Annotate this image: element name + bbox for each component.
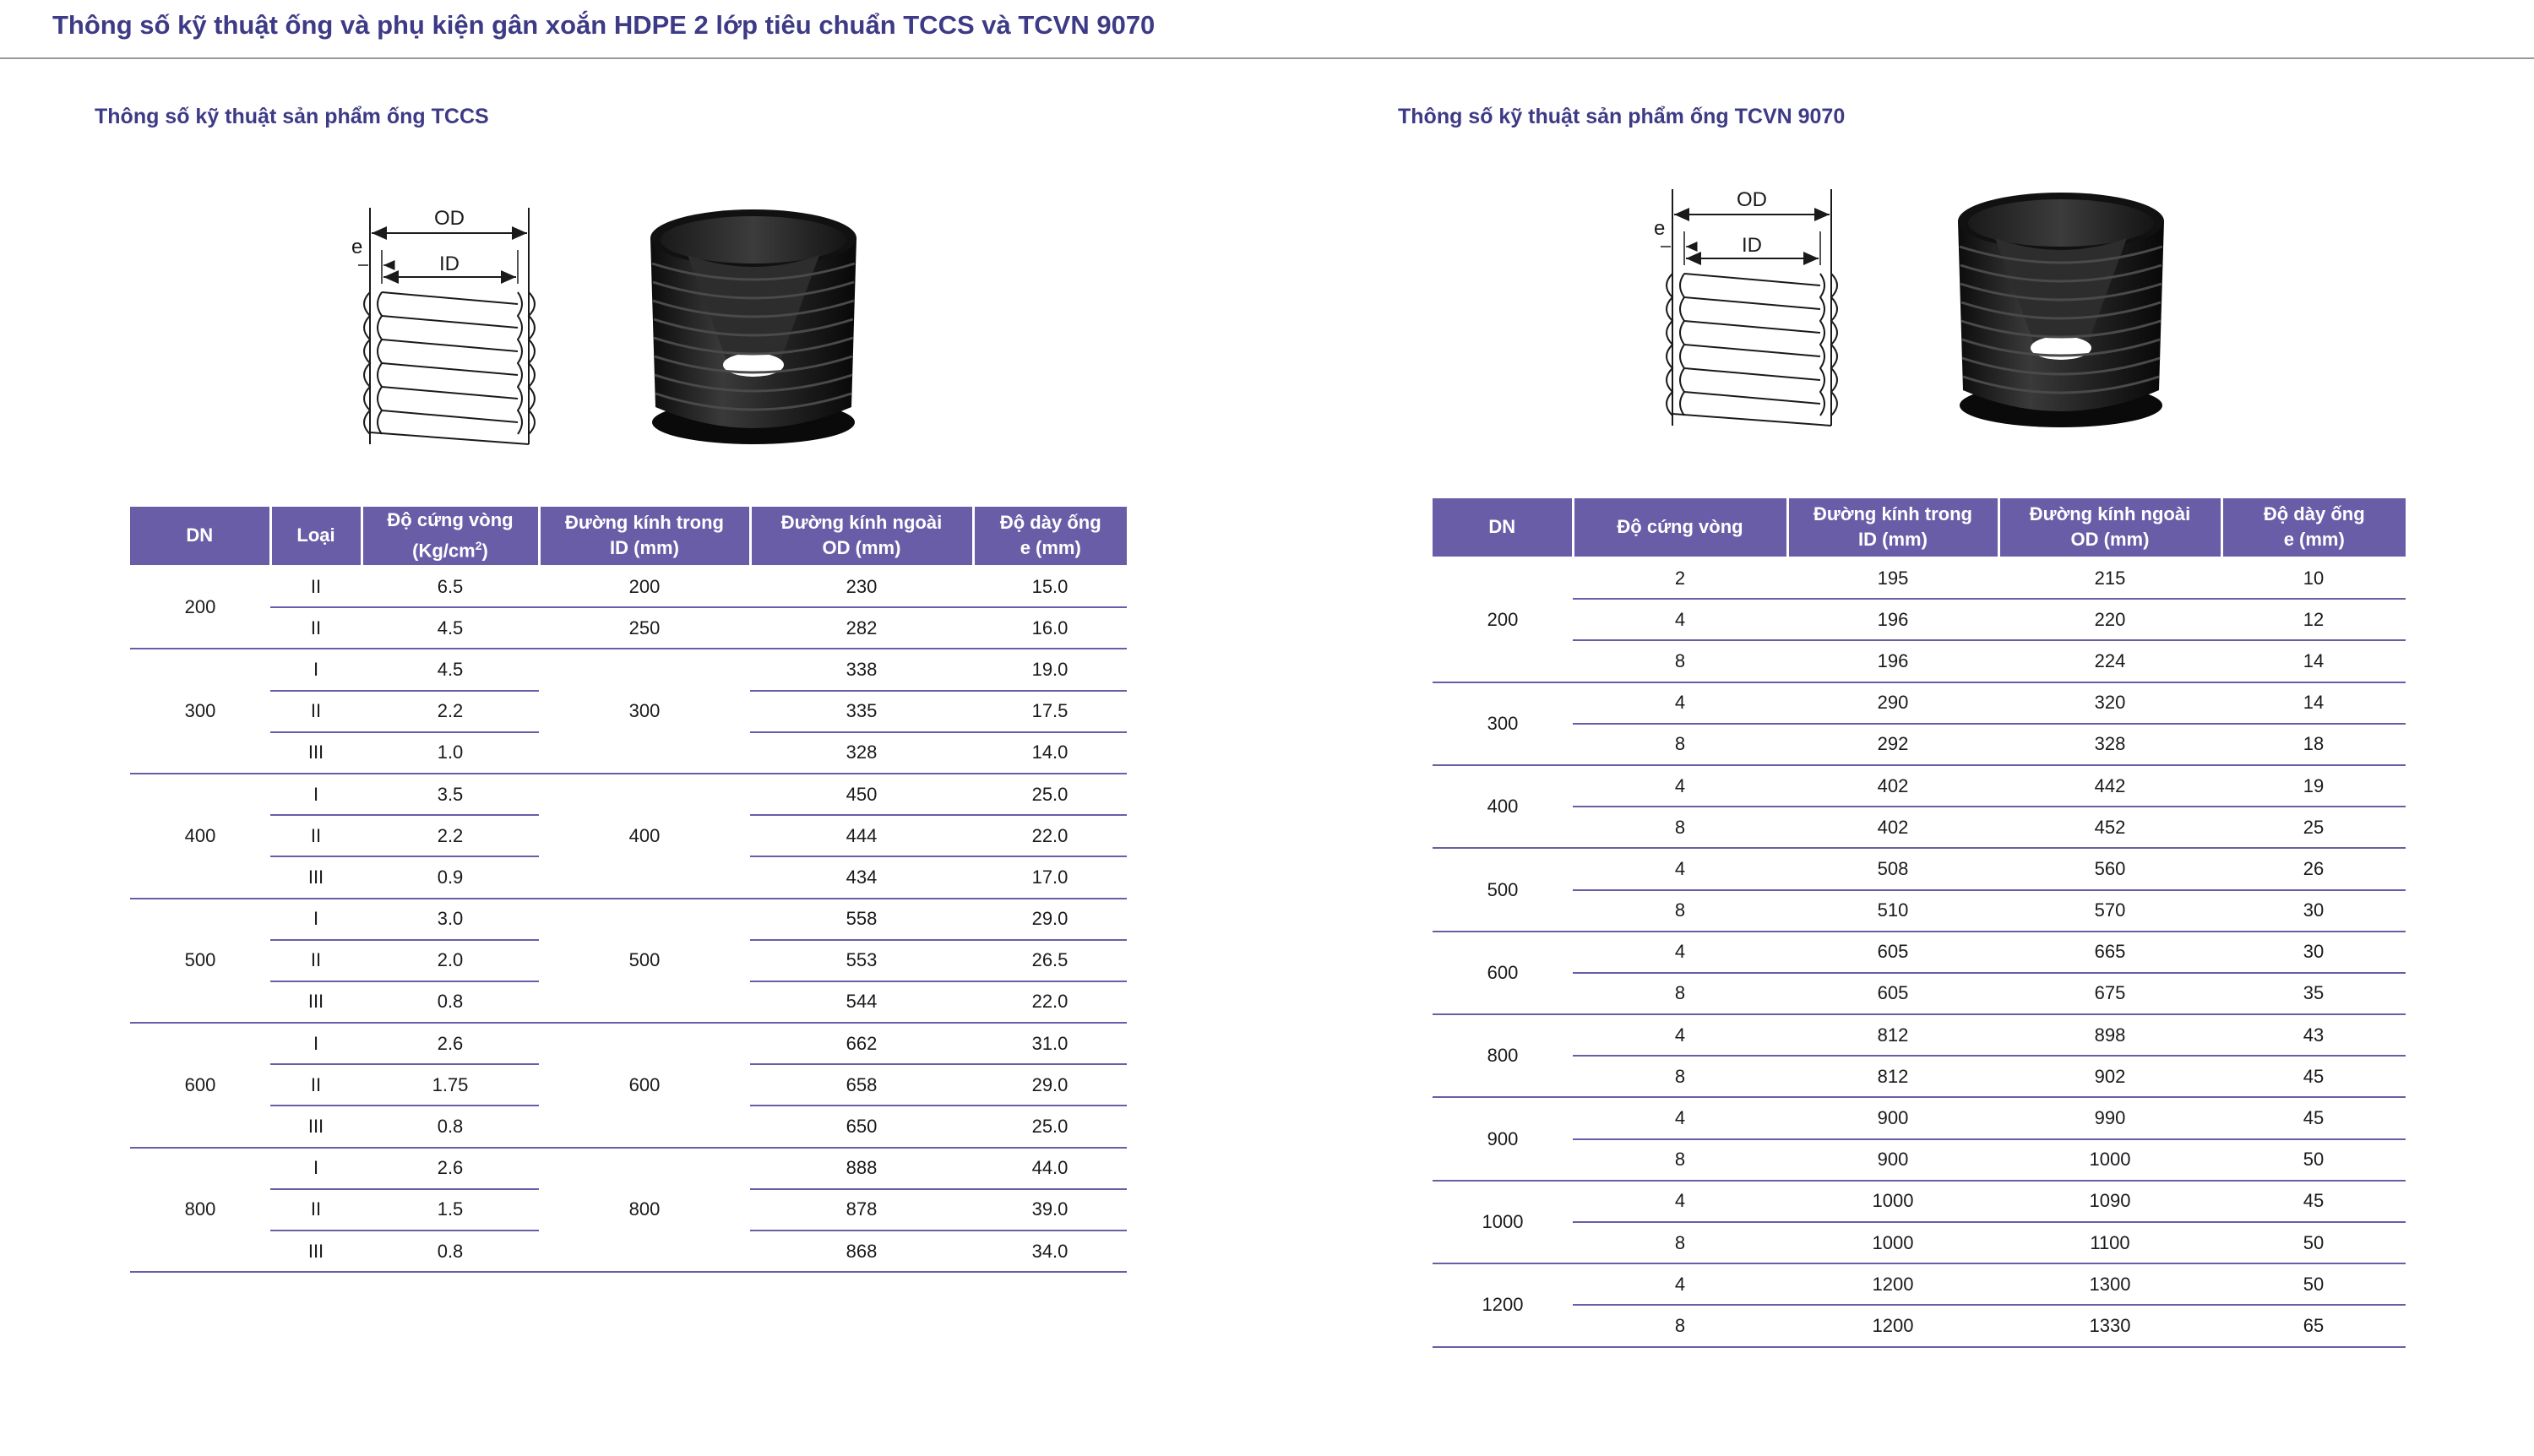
- od-cell: 898: [1998, 1014, 2221, 1056]
- thickness-cell: 19: [2221, 765, 2406, 807]
- table-row: [1433, 807, 2406, 848]
- id-cell: 200: [539, 566, 750, 607]
- stiffness-cell: 8: [1573, 807, 1787, 848]
- thickness-cell: 43: [2221, 1014, 2406, 1056]
- id-cell: 900: [1787, 1097, 1998, 1138]
- od-cell: 444: [750, 815, 973, 856]
- thickness-cell: 25.0: [973, 774, 1127, 815]
- dn-cell: 800: [1433, 1014, 1573, 1097]
- od-cell: 215: [1998, 557, 2221, 599]
- od-cell: 902: [1998, 1056, 2221, 1097]
- stiffness-cell: 2.6: [362, 1023, 539, 1064]
- stiffness-cell: 8: [1573, 1305, 1787, 1346]
- od-cell: 990: [1998, 1097, 2221, 1138]
- loai-cell: II: [270, 1189, 362, 1231]
- id-cell: 402: [1787, 765, 1998, 807]
- id-cell: 500: [539, 899, 750, 1024]
- stiffness-cell: 0.8: [362, 981, 539, 1023]
- loai-cell: I: [270, 774, 362, 815]
- stiffness-cell: 1.75: [362, 1064, 539, 1106]
- header-thickness-line2: e (mm): [2283, 529, 2345, 551]
- od-cell: 544: [750, 981, 973, 1023]
- id-cell: 292: [1787, 724, 1998, 765]
- table-row: [130, 566, 1127, 607]
- thickness-cell: 50: [2221, 1139, 2406, 1181]
- dn-cell: 1000: [1433, 1181, 1573, 1263]
- od-cell: 434: [750, 856, 973, 898]
- loai-cell: III: [270, 981, 362, 1023]
- loai-cell: II: [270, 1064, 362, 1106]
- header-loai: Loại: [270, 507, 362, 566]
- stiffness-cell: 8: [1573, 640, 1787, 682]
- table-row: [1433, 1305, 2406, 1346]
- loai-cell: I: [270, 649, 362, 690]
- thickness-cell: 44.0: [973, 1148, 1127, 1189]
- header-id-line1: Đường kính trong: [1813, 503, 1972, 525]
- tcvn-spec-table: [1433, 498, 2406, 1348]
- header-id-line1: Đường kính trong: [565, 512, 724, 534]
- header-od-line2: OD (mm): [822, 537, 901, 559]
- loai-cell: I: [270, 1148, 362, 1189]
- stiffness-cell: 4: [1573, 765, 1787, 807]
- id-cell: 250: [539, 607, 750, 649]
- od-cell: 662: [750, 1023, 973, 1064]
- dn-cell: 500: [1433, 848, 1573, 931]
- dn-cell: 400: [130, 774, 270, 899]
- id-cell: 300: [539, 649, 750, 774]
- od-cell: 328: [1998, 724, 2221, 765]
- loai-cell: II: [270, 607, 362, 649]
- dn-cell: 400: [1433, 765, 1573, 848]
- header-dn: DN: [130, 507, 270, 566]
- tcvn-od-label: OD: [1737, 188, 1767, 211]
- header-od-line2: OD (mm): [2070, 529, 2150, 551]
- thickness-cell: 25.0: [973, 1106, 1127, 1147]
- table-row: [1433, 640, 2406, 682]
- loai-cell: II: [270, 691, 362, 732]
- od-cell: 570: [1998, 890, 2221, 932]
- od-cell: 335: [750, 691, 973, 732]
- loai-cell: III: [270, 856, 362, 898]
- thickness-cell: 14: [2221, 640, 2406, 682]
- loai-cell: I: [270, 1023, 362, 1064]
- stiffness-cell: 4: [1573, 1014, 1787, 1056]
- thickness-cell: 16.0: [973, 607, 1127, 649]
- stiffness-cell: 3.0: [362, 899, 539, 940]
- thickness-cell: 45: [2221, 1181, 2406, 1222]
- dn-cell: 300: [1433, 682, 1573, 765]
- stiffness-cell: 2.2: [362, 691, 539, 732]
- id-cell: 1000: [1787, 1222, 1998, 1263]
- thickness-cell: 22.0: [973, 981, 1127, 1023]
- od-cell: 1000: [1998, 1139, 2221, 1181]
- thickness-cell: 45: [2221, 1097, 2406, 1138]
- stiffness-cell: 4: [1573, 932, 1787, 973]
- header-od: [1998, 498, 2221, 557]
- tccs-id-label: ID: [439, 253, 459, 275]
- header-stiffness: [362, 507, 539, 566]
- thickness-cell: 65: [2221, 1305, 2406, 1346]
- thickness-cell: 35: [2221, 973, 2406, 1014]
- od-cell: 450: [750, 774, 973, 815]
- page-title: Thông số kỹ thuật ống và phụ kiện gân xoắn HDPE 2 lớp tiêu chuẩn TCCS và TCVN 9070: [52, 10, 1156, 40]
- dn-cell: 600: [130, 1023, 270, 1148]
- id-cell: 195: [1787, 557, 1998, 599]
- stiffness-cell: 2.2: [362, 815, 539, 856]
- header-stiffness-line2: (Kg/cm: [412, 540, 476, 562]
- id-cell: 900: [1787, 1139, 1998, 1181]
- stiffness-cell: 8: [1573, 890, 1787, 932]
- thickness-cell: 17.5: [973, 691, 1127, 732]
- loai-cell: I: [270, 899, 362, 940]
- tcvn-pipe-photo-icon: [1943, 179, 2179, 432]
- dn-cell: 200: [1433, 557, 1573, 682]
- od-cell: 1330: [1998, 1305, 2221, 1346]
- table-row: [1433, 848, 2406, 889]
- table-row: [1433, 599, 2406, 640]
- tcvn-e-label: e: [1654, 217, 1666, 240]
- table-row: [1433, 932, 2406, 973]
- thickness-cell: 14: [2221, 682, 2406, 724]
- stiffness-cell: 8: [1573, 1222, 1787, 1263]
- header-od: [750, 507, 973, 566]
- od-cell: 282: [750, 607, 973, 649]
- stiffness-cell: 4.5: [362, 649, 539, 690]
- header-thickness-line1: Độ dày ống: [2263, 503, 2365, 525]
- page-header: [0, 0, 2534, 59]
- header-stiffness-line1: Độ cứng vòng: [387, 509, 514, 531]
- header-id: [1787, 498, 1998, 557]
- id-cell: 1200: [1787, 1305, 1998, 1346]
- stiffness-cell: 2.0: [362, 940, 539, 981]
- dn-cell: 900: [1433, 1097, 1573, 1180]
- stiffness-cell: 8: [1573, 724, 1787, 765]
- header-stiffness-close: ): [481, 540, 488, 562]
- table-row: [1433, 1097, 2406, 1138]
- od-cell: 560: [1998, 848, 2221, 889]
- thickness-cell: 30: [2221, 890, 2406, 932]
- header-thickness: [973, 507, 1127, 566]
- table-row: [1433, 1014, 2406, 1056]
- stiffness-cell: 8: [1573, 1139, 1787, 1181]
- table-row: [1433, 1056, 2406, 1097]
- stiffness-cell: 2.6: [362, 1148, 539, 1189]
- stiffness-cell: 4: [1573, 599, 1787, 640]
- stiffness-cell: 0.9: [362, 856, 539, 898]
- tccs-section-title: Thông số kỹ thuật sản phẩm ống TCCS: [95, 105, 489, 128]
- thickness-cell: 31.0: [973, 1023, 1127, 1064]
- header-id: [539, 507, 750, 566]
- thickness-cell: 18: [2221, 724, 2406, 765]
- table-row: [1433, 973, 2406, 1014]
- table-row: [1433, 557, 2406, 599]
- dn-cell: 300: [130, 649, 270, 774]
- thickness-cell: 26: [2221, 848, 2406, 889]
- od-cell: 558: [750, 899, 973, 940]
- od-cell: 320: [1998, 682, 2221, 724]
- thickness-cell: 17.0: [973, 856, 1127, 898]
- stiffness-cell: 3.5: [362, 774, 539, 815]
- header-od-line1: Đường kính ngoài: [2029, 503, 2191, 525]
- loai-cell: III: [270, 732, 362, 774]
- id-cell: 812: [1787, 1056, 1998, 1097]
- id-cell: 290: [1787, 682, 1998, 724]
- header-od-line1: Đường kính ngoài: [780, 512, 943, 534]
- thickness-cell: 15.0: [973, 566, 1127, 607]
- stiffness-cell: 8: [1573, 973, 1787, 1014]
- thickness-cell: 26.5: [973, 940, 1127, 981]
- id-cell: 1200: [1787, 1263, 1998, 1305]
- dn-cell: 800: [130, 1148, 270, 1273]
- tccs-od-label: OD: [434, 207, 465, 230]
- stiffness-cell: 0.8: [362, 1106, 539, 1147]
- table-row: [1433, 765, 2406, 807]
- thickness-cell: 25: [2221, 807, 2406, 848]
- id-cell: 508: [1787, 848, 1998, 889]
- od-cell: 230: [750, 566, 973, 607]
- id-cell: 605: [1787, 973, 1998, 1014]
- loai-cell: II: [270, 566, 362, 607]
- od-cell: 220: [1998, 599, 2221, 640]
- thickness-cell: 50: [2221, 1222, 2406, 1263]
- thickness-cell: 10: [2221, 557, 2406, 599]
- thickness-cell: 34.0: [973, 1231, 1127, 1272]
- stiffness-cell: 1.5: [362, 1189, 539, 1231]
- od-cell: 1100: [1998, 1222, 2221, 1263]
- dn-cell: 200: [130, 566, 270, 649]
- table-header-row: [1433, 498, 2406, 557]
- table-row: [1433, 1222, 2406, 1263]
- table-row: [1433, 1139, 2406, 1181]
- od-cell: 675: [1998, 973, 2221, 1014]
- od-cell: 1090: [1998, 1181, 2221, 1222]
- id-cell: 196: [1787, 599, 1998, 640]
- stiffness-cell: 2: [1573, 557, 1787, 599]
- stiffness-cell: 8: [1573, 1056, 1787, 1097]
- dn-cell: 1200: [1433, 1263, 1573, 1346]
- od-cell: 328: [750, 732, 973, 774]
- loai-cell: III: [270, 1231, 362, 1272]
- tccs-pipe-photo-icon: [635, 196, 872, 449]
- table-row: [130, 1023, 1127, 1064]
- od-cell: 1300: [1998, 1263, 2221, 1305]
- loai-cell: II: [270, 815, 362, 856]
- stiffness-cell: 0.8: [362, 1231, 539, 1272]
- tccs-spec-table: [130, 507, 1127, 1273]
- header-stiffness: Độ cứng vòng: [1573, 498, 1787, 557]
- stiffness-cell: 4: [1573, 848, 1787, 889]
- id-cell: 400: [539, 774, 750, 899]
- table-row: [130, 774, 1127, 815]
- od-cell: 665: [1998, 932, 2221, 973]
- od-cell: 888: [750, 1148, 973, 1189]
- dn-cell: 600: [1433, 932, 1573, 1014]
- stiffness-cell: 4: [1573, 1097, 1787, 1138]
- tcvn-cross-section-diagram: [1647, 181, 1850, 434]
- od-cell: 224: [1998, 640, 2221, 682]
- od-cell: 338: [750, 649, 973, 690]
- thickness-cell: 50: [2221, 1263, 2406, 1305]
- od-cell: 553: [750, 940, 973, 981]
- table-row: [1433, 890, 2406, 932]
- table-header-row: [130, 507, 1127, 566]
- table-row: [1433, 1263, 2406, 1305]
- od-cell: 878: [750, 1189, 973, 1231]
- stiffness-cell: 4: [1573, 1181, 1787, 1222]
- thickness-cell: 22.0: [973, 815, 1127, 856]
- table-row: [1433, 682, 2406, 724]
- thickness-cell: 29.0: [973, 1064, 1127, 1106]
- thickness-cell: 14.0: [973, 732, 1127, 774]
- tccs-e-label: e: [351, 236, 363, 258]
- thickness-cell: 19.0: [973, 649, 1127, 690]
- header-id-line2: ID (mm): [1858, 529, 1928, 551]
- stiffness-cell: 4.5: [362, 607, 539, 649]
- id-cell: 402: [1787, 807, 1998, 848]
- thickness-cell: 30: [2221, 932, 2406, 973]
- od-cell: 650: [750, 1106, 973, 1147]
- stiffness-cell: 4: [1573, 682, 1787, 724]
- header-dn: DN: [1433, 498, 1573, 557]
- table-row: [130, 1148, 1127, 1189]
- id-cell: 800: [539, 1148, 750, 1273]
- table-row: [130, 899, 1127, 940]
- id-cell: 812: [1787, 1014, 1998, 1056]
- id-cell: 196: [1787, 640, 1998, 682]
- thickness-cell: 29.0: [973, 899, 1127, 940]
- stiffness-cell: 6.5: [362, 566, 539, 607]
- id-cell: 510: [1787, 890, 1998, 932]
- od-cell: 658: [750, 1064, 973, 1106]
- tccs-cross-section-diagram: [345, 199, 547, 453]
- thickness-cell: 39.0: [973, 1189, 1127, 1231]
- stiffness-cell: 4: [1573, 1263, 1787, 1305]
- header-thickness-line1: Độ dày ống: [999, 512, 1101, 534]
- id-cell: 600: [539, 1023, 750, 1148]
- id-cell: 1000: [1787, 1181, 1998, 1222]
- thickness-cell: 12: [2221, 599, 2406, 640]
- header-thickness-line2: e (mm): [1020, 537, 1081, 559]
- thickness-cell: 45: [2221, 1056, 2406, 1097]
- loai-cell: III: [270, 1106, 362, 1147]
- od-cell: 868: [750, 1231, 973, 1272]
- tcvn-section-title: Thông số kỹ thuật sản phẩm ống TCVN 9070: [1398, 105, 1846, 128]
- stiffness-cell: 1.0: [362, 732, 539, 774]
- od-cell: 442: [1998, 765, 2221, 807]
- table-row: [1433, 724, 2406, 765]
- table-row: [1433, 1181, 2406, 1222]
- tcvn-id-label: ID: [1742, 234, 1762, 257]
- header-stiffness-sup: 2: [475, 539, 482, 553]
- id-cell: 605: [1787, 932, 1998, 973]
- loai-cell: II: [270, 940, 362, 981]
- header-id-line2: ID (mm): [610, 537, 679, 559]
- table-row: [130, 649, 1127, 690]
- od-cell: 452: [1998, 807, 2221, 848]
- table-row: [130, 607, 1127, 649]
- dn-cell: 500: [130, 899, 270, 1024]
- header-thickness: [2221, 498, 2406, 557]
